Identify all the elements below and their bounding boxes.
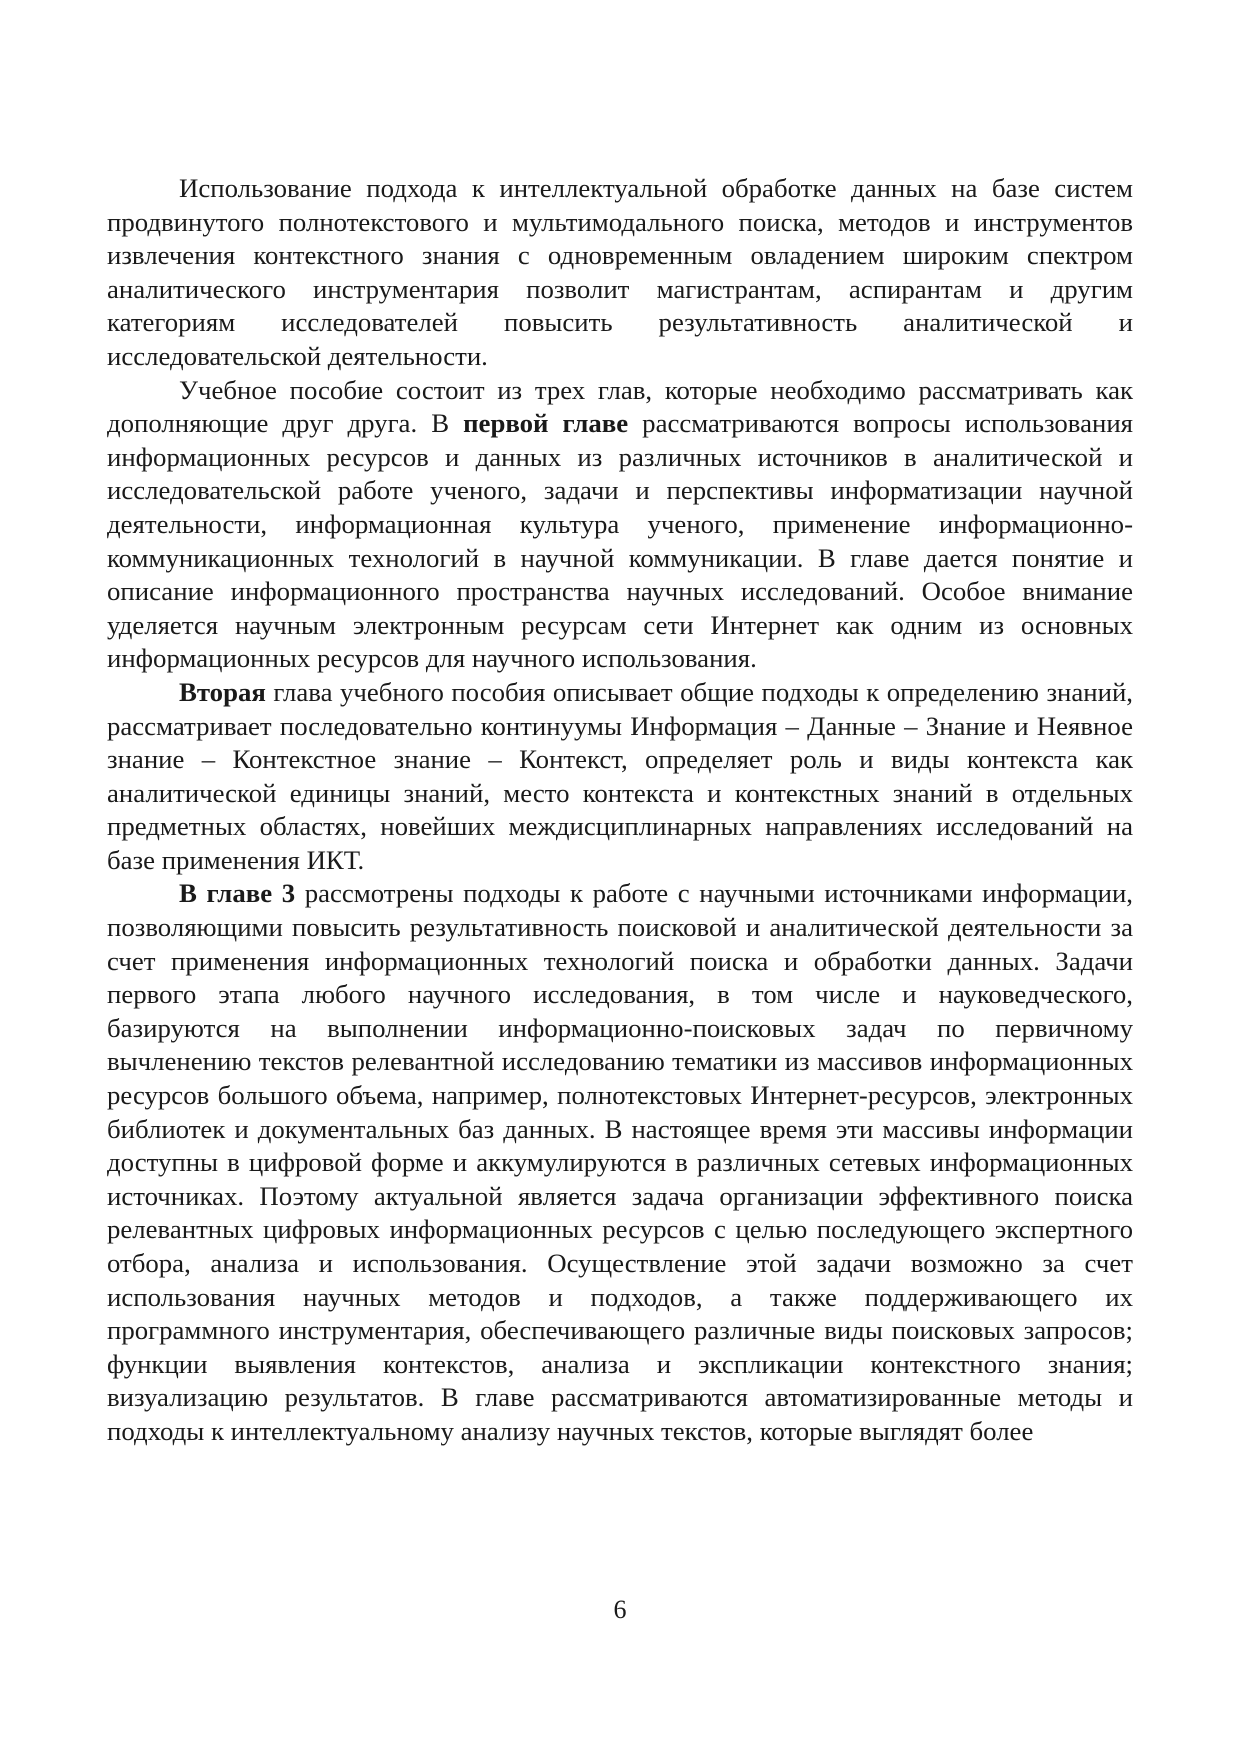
paragraph-chapter-2: [107, 676, 1133, 878]
paragraph-chapter-2-text: глава учебного пособия описывает общие подходы к определению знаний, рассматривает последовательно континуумы Информация – Данные – Знание и Неявное знание – Контекстное знание – Контекст, определяет роль и виды контекста как аналитической единицы знаний, место контекста и контекстных знаний в отдельных предметных областях, новейших междисциплинарных направлениях исследований на базе применения ИКТ.: [107, 676, 1133, 875]
paragraph-chapter-3-text: рассмотрены подходы к работе с научными источниками информации, позволяющими повысить результативность поисковой и аналитической деятельности за счет применения информационных технологий поиска и обработки данных. Задачи первого этапа любого научного исследования, в том числе и науковедческого, базируются на выполнении информационно-поисковых задач по первичному вычленению текстов релевантной исследованию тематики из массивов информационных ресурсов большого объема, например, полнотекстовых Интернет-ресурсов, электронных библиотек и документальных баз данных. В настоящее время эти массивы информации доступны в цифровой форме и аккумулируются в различных сетевых информационных источниках. Поэтому актуальной является задача организации эффективного поиска релевантных цифровых информационных ресурсов с целью последующего экспертного отбора, анализа и использования. Осуществление этой задачи возможно за счет использования научных методов и подходов, а также поддерживающего их программного инструментария, обеспечивающего различные виды поисковых запросов; функции выявления контекстов, анализа и экспликации контекстного знания; визуализацию результатов. В главе рассматриваются автоматизированные методы и подходы к интеллектуальному анализу научных текстов, которые выглядят более: [107, 878, 1133, 1446]
page-number: 6: [613, 1595, 627, 1624]
paragraph-structure-bold: первой главе: [463, 408, 629, 439]
paragraph-structure: [107, 374, 1133, 676]
paragraph-structure-text-before: Учебное пособие состоит из трех глав, которые необходимо рассматривать как дополняющие друг друга. В: [107, 374, 1133, 439]
paragraph-structure-text-after: рассматриваются вопросы использования информационных ресурсов и данных из различных источников в аналитической и исследовательской работе ученого, задачи и перспективы информатизации научной деятельности, информационная культура ученого, применение информационно-коммуникационных технологий в научной коммуникации. В главе дается понятие и описание информационного пространства научных исследований. Особое внимание уделяется научным электронным ресурсам сети Интернет как одним из основных информационных ресурсов для научного использования.: [107, 408, 1133, 674]
paragraph-chapter-2-bold: Вторая: [179, 676, 266, 707]
paragraph-chapter-3-bold: В главе 3: [179, 878, 296, 909]
paragraph-intro-text: Использование подхода к интеллектуальной обработке данных на базе систем продвинутого полнотекстового и мультимодального поиска, методов и инструментов извлечения контекстного знания с одновременным овладением широким спектром аналитического инструментария позволит магистрантам, аспирантам и другим категориям исследователей повысить результативность аналитической и исследовательской деятельности.: [107, 173, 1133, 371]
body-text: [107, 172, 1133, 1449]
paragraph-intro: [107, 172, 1133, 374]
paragraph-chapter-3: [107, 877, 1133, 1448]
